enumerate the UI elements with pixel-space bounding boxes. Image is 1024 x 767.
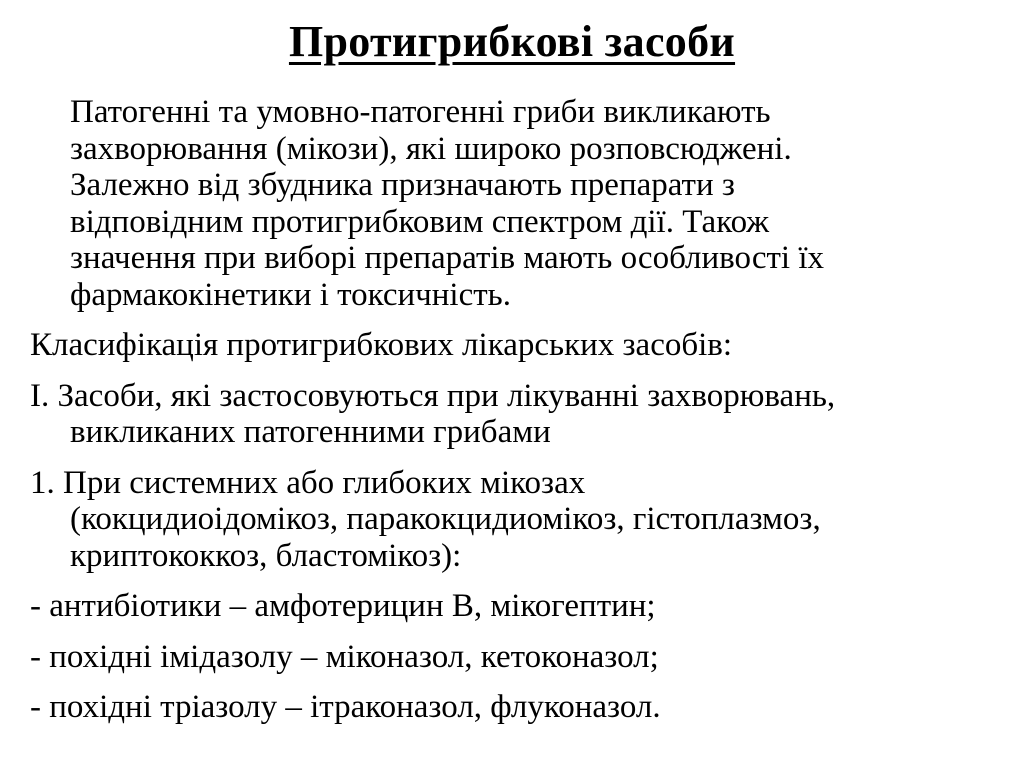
group-1-line: викликаних патогенними грибами [70, 414, 551, 450]
intro-line: Патогенні та умовно-патогенні гриби викликають [70, 94, 771, 130]
classification-heading [30, 327, 1010, 364]
intro-line: фармакокінетики і токсичність. [70, 276, 511, 313]
group-1 [30, 378, 1010, 451]
drug-line-triazole [30, 689, 1010, 726]
subgroup-1 [30, 465, 1010, 575]
intro-paragraph [30, 94, 1010, 313]
slide-body [30, 94, 1010, 740]
subgroup-1-line: криптококкоз, бластомікоз): [70, 537, 462, 574]
subgroup-1-line: (кокцидиоідомікоз, паракокцидиомікоз, гістоплазмоз, [70, 501, 821, 537]
drug-line-imidazole [30, 639, 1010, 676]
intro-line: захворювання (мікози), які широко розповсюджені. [70, 130, 792, 167]
classification-heading-text: Класифікація протигрибкових лікарських засобів: [30, 327, 733, 363]
subgroup-1-line: 1. При системних або глибоких мікозах [30, 464, 586, 501]
drug-line-text: - похідні тріазолу – ітраконазол, флуконазол. [30, 689, 661, 725]
intro-line: відповідним протигрибковим спектром дії. Також [70, 203, 770, 240]
drug-line-text: - антибіотики – амфотерицин В, мікогептин; [30, 588, 656, 624]
intro-line: значення при виборі препаратів мають особливості їх [70, 240, 825, 276]
intro-line: Залежно від збудника призначають препарати з [70, 167, 735, 203]
drug-line-antibiotics [30, 588, 1010, 625]
slide-title: Протигрибкові засоби [288, 17, 736, 66]
group-1-line: І. Засоби, які застосовуються при лікуванні захворювань, [30, 377, 836, 414]
drug-line-text: - похідні імідазолу – міконазол, кетоконазол; [30, 638, 659, 675]
